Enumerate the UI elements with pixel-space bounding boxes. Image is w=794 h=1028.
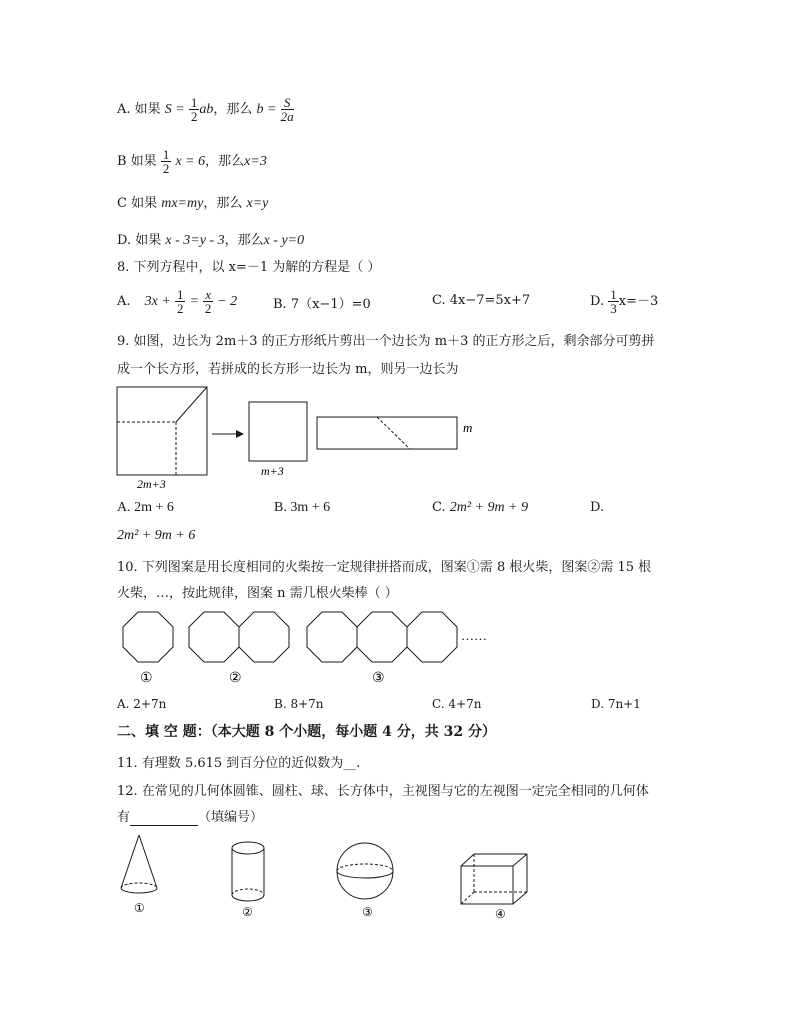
q9-option-a: A. 2m + 6 <box>117 500 174 515</box>
q11-text: 11. 有理数 5.615 到百分位的近似数为__. <box>117 756 361 771</box>
q10-fig3-label: ③ <box>372 671 385 686</box>
q12-label-4: ④ <box>495 907 506 921</box>
q10-option-b: B. 8+7n <box>274 697 324 711</box>
q7-option-a: A. 如果 S = $\frac{1}{2}$ ab，那么 b = $\frac{S}{2a}$ <box>117 95 294 124</box>
q9-option-d: D. <box>590 500 605 515</box>
q8-option-c: C. 4x−7=5x+7 <box>432 293 531 308</box>
q10-option-c: C. 4+7n <box>432 697 482 711</box>
q12-line2: 有 （填编号） <box>117 810 264 825</box>
q7-option-c: C 如果 mx=my，那么 x=y <box>117 196 269 211</box>
q7-a-s-eq: S = <box>164 102 185 117</box>
q8-stem: 8. 下列方程中，以 x=－1 为解的方程是（ ） <box>117 260 381 275</box>
cone-icon <box>121 835 157 893</box>
q9-option-b: B. 3m + 6 <box>274 500 331 515</box>
q10-fig1-label: ① <box>140 671 153 686</box>
q8-option-d: D. $\frac{1}{3}$ x=－3 <box>590 287 659 316</box>
q8-a-frac1: $\frac{1}{2}$ <box>176 287 184 316</box>
q8-option-b: B. 7（x−1）=0 <box>273 297 371 312</box>
q7-a-frac2: $\frac{S}{2a}$ <box>280 95 294 124</box>
q10-option-a: A. 2+7n <box>117 697 167 711</box>
section-2-title: 二、填 空 题：（本大题 8 个小题，每小题 4 分，共 32 分） <box>117 724 496 740</box>
sphere-icon <box>337 843 393 899</box>
q12-label-1: ① <box>134 901 145 915</box>
q9-option-c: C. 2m² + 9m + 9 <box>432 500 529 515</box>
q8-option-a: A. 3x + $\frac{1}{2}$ = $\frac{x}{2}$ − 2 <box>117 287 238 316</box>
q10-line2: 火柴，…，按此规律，图案 n 需几根火柴棒（ ） <box>117 586 398 601</box>
q7-b-frac: $\frac{1}{2}$ <box>162 147 170 176</box>
q12-line1: 12. 在常见的几何体圆锥、圆柱、球、长方体中，主视图与它的左视图一定完全相同的几何体 <box>117 784 649 799</box>
q8-a-frac2: $\frac{x}{2}$ <box>204 287 212 316</box>
cuboid-icon <box>461 854 527 904</box>
q7-a-frac1: $\frac{1}{2}$ <box>190 95 198 124</box>
q9-line2: 成一个长方形，若拼成的长方形一边长为 m，则另一边长为 <box>117 362 459 377</box>
q8-d-frac: $\frac{1}{3}$ <box>610 287 617 316</box>
q9-line1: 9. 如图，边长为 2m＋3 的正方形纸片剪出一个边长为 m＋3 的正方形之后，剩余部分可剪拼 <box>117 334 655 349</box>
q7-option-b: B 如果 $\frac{1}{2}$ x = 6，那么x=3 <box>117 147 267 176</box>
q10-dots: …… <box>461 628 487 643</box>
q9-label-small: m+3 <box>261 464 284 478</box>
q7-option-d: D. 如果 x - 3=y - 3，那么x - y=0 <box>117 233 305 248</box>
q12-label-2: ② <box>242 905 253 919</box>
q9-label-big: 2m+3 <box>137 477 166 491</box>
q10-line1: 10. 下列图案是用长度相同的火柴按一定规律拼搭而成，图案①需 8 根火柴，图案②需 15 根 <box>117 560 652 575</box>
q9-label-rect: m <box>463 420 473 435</box>
cylinder-icon <box>232 842 264 901</box>
q10-fig2-label: ② <box>229 671 242 686</box>
q10-option-d: D. 7n+1 <box>591 697 641 711</box>
q12-label-3: ③ <box>362 905 373 919</box>
q9-option-d-expr: 2m² + 9m + 6 <box>117 528 196 543</box>
